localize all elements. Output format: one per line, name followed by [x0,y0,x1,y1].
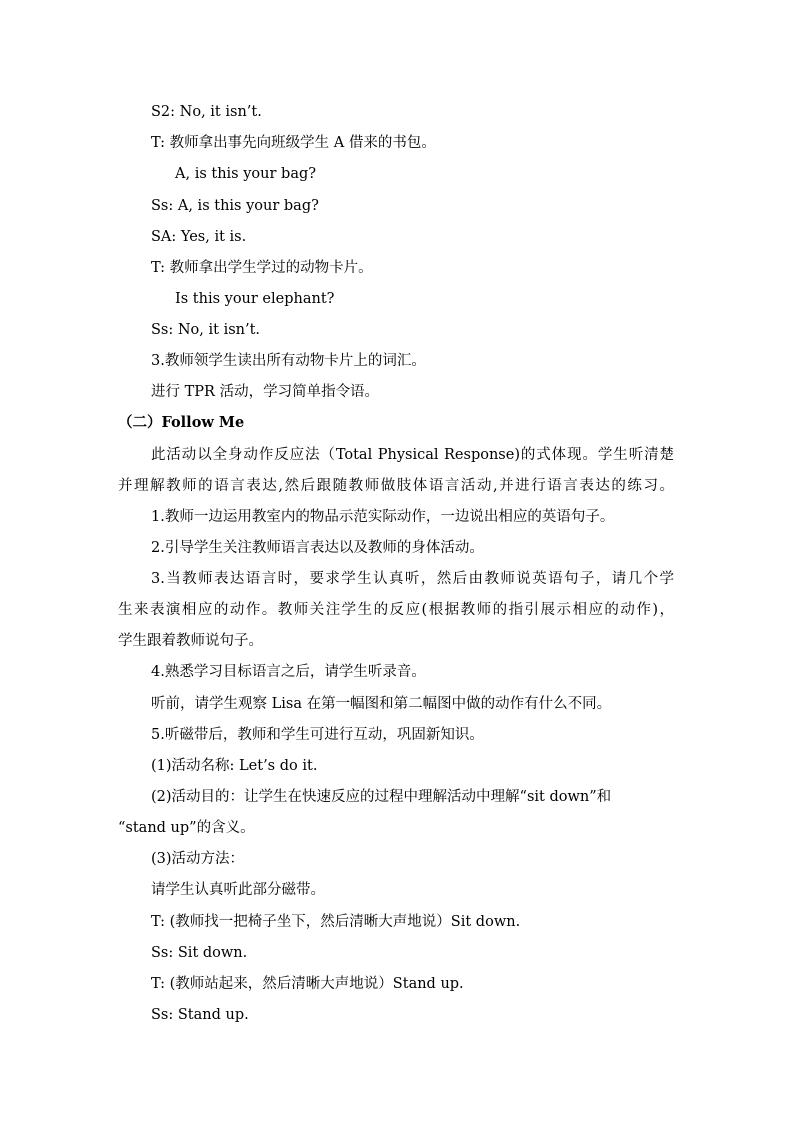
list-item: (2)活动目的：让学生在快速反应的过程中理解活动中理解“sit down”和 [151,789,612,805]
dialogue-line: T: 教师拿出学生学过的动物卡片。 [151,260,373,276]
paragraph-line: 3.教师领学生读出所有动物卡片上的词汇。 [151,353,426,369]
section-heading: （二）Follow Me [118,414,245,431]
paragraph-line: 并理解教师的语言表达,然后跟随教师做肢体语言活动,并进行语言表达的练习。 [118,478,674,494]
list-item: 2.引导学生关注教师语言表达以及教师的身体活动。 [151,540,484,556]
dialogue-line: T: (教师站起来，然后清晰大声地说）Stand up. [151,976,464,992]
dialogue-line: Ss: A, is this your bag? [151,198,319,214]
paragraph-line: “stand up”的含义。 [118,820,255,836]
paragraph-line: 此活动以全身动作反应法（Total Physical Response)的式体现。学生听清楚 [151,447,674,463]
list-item: 5.听磁带后，教师和学生可进行互动，巩固新知识。 [151,727,484,743]
paragraph-line: 学生跟着教师说句子。 [118,633,263,649]
list-item: 4.熟悉学习目标语言之后，请学生听录音。 [151,664,426,680]
dialogue-line: T: (教师找一把椅子坐下，然后清晰大声地说）Sit down. [151,914,521,930]
dialogue-line: SA: Yes, it is. [151,229,247,245]
dialogue-line: Ss: Sit down. [151,945,248,961]
dialogue-line: T: 教师拿出事先向班级学生 A 借来的书包。 [151,135,436,151]
paragraph-line: 进行 TPR 活动，学习简单指令语。 [151,384,380,400]
list-item: 3.当教师表达语言时，要求学生认真听，然后由教师说英语句子，请几个学 [151,571,674,587]
paragraph-line: 生来表演相应的动作。教师关注学生的反应(根据教师的指引展示相应的动作)， [118,602,674,618]
list-item: 1.教师一边运用教室内的物品示范实际动作，一边说出相应的英语句子。 [151,509,615,525]
list-item: (1)活动名称: Let’s do it. [151,758,318,774]
dialogue-line: Ss: Stand up. [151,1007,249,1023]
list-item: (3)活动方法： [151,851,245,867]
dialogue-line: A, is this your bag? [175,166,317,182]
paragraph-line: 听前，请学生观察 Lisa 在第一幅图和第二幅图中做的动作有什么不同。 [151,696,612,712]
dialogue-line: Ss: No, it isn’t. [151,322,261,338]
dialogue-line: Is this your elephant? [175,291,335,307]
paragraph-line: 请学生认真听此部分磁带。 [151,882,325,898]
dialogue-line: S2: No, it isn’t. [151,104,262,120]
